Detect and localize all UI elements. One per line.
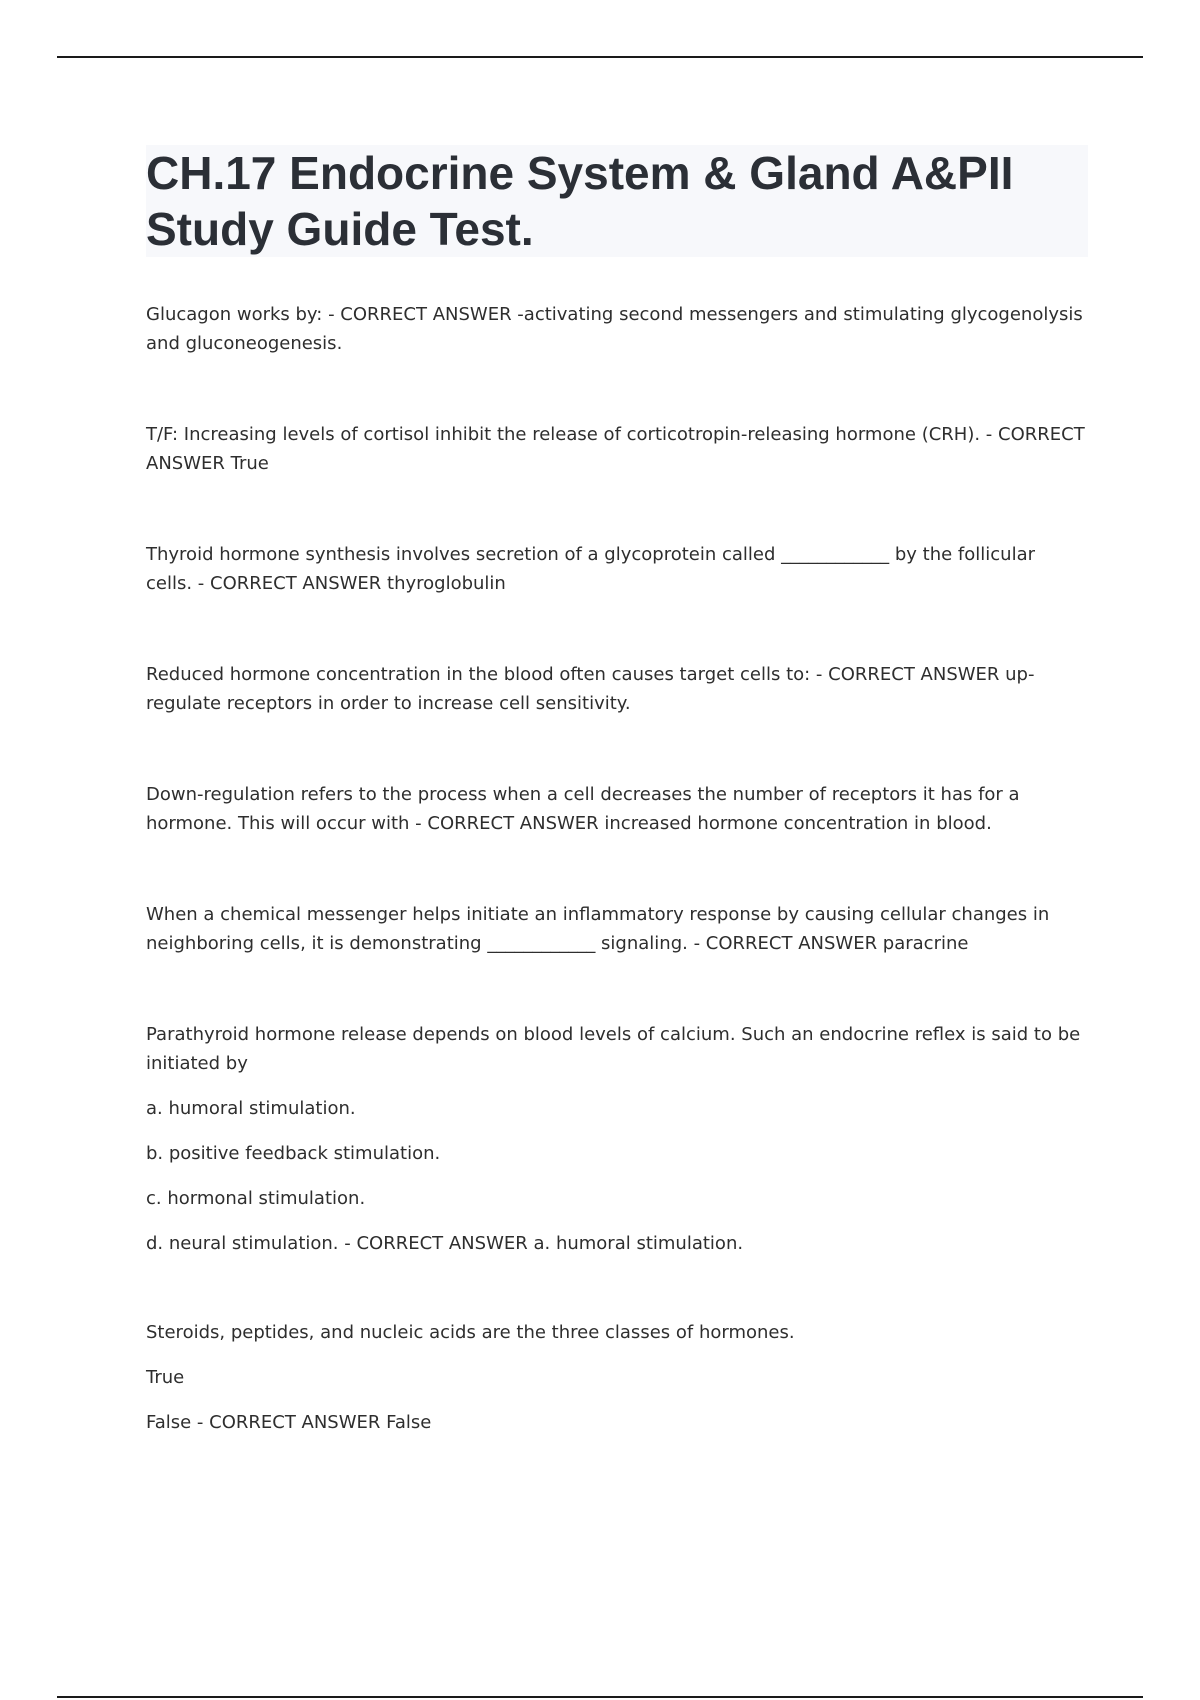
answer-option: False - CORRECT ANSWER False xyxy=(146,1412,432,1433)
question-text: Glucagon works by: - CORRECT ANSWER -activating second messengers and stimulating glycogenolysis and gluconeogenesis. xyxy=(146,304,1083,354)
question-text: Reduced hormone concentration in the blood often causes target cells to: - CORRECT ANSWER up-regulate receptors in order to increase cell sensitivity. xyxy=(146,664,1035,714)
question-text: Down-regulation refers to the process when a cell decreases the number of receptors it has for a hormone. This will occur with - CORRECT ANSWER increased hormone concentration in blood. xyxy=(146,784,1020,834)
top-divider xyxy=(57,56,1143,58)
question-item xyxy=(146,540,1086,598)
question-stem: Steroids, peptides, and nucleic acids are the three classes of hormones. xyxy=(146,1322,795,1343)
answer-option: True xyxy=(146,1367,185,1388)
answer-option: c. hormonal stimulation. xyxy=(146,1188,366,1209)
question-item xyxy=(146,420,1086,478)
question-text: When a chemical messenger helps initiate an inflammatory response by causing cellular changes in neighboring cells, it is demonstrating ____________ signaling. - CORRECT ANSWER paracrine xyxy=(146,904,1050,954)
question-item xyxy=(146,300,1086,358)
page-title: CH.17 Endocrine System & Gland A&PII Study Guide Test. xyxy=(146,147,1014,255)
question-item xyxy=(146,900,1086,958)
answer-option: a. humoral stimulation. xyxy=(146,1098,356,1119)
bottom-divider xyxy=(57,1696,1143,1698)
document-body xyxy=(146,300,1086,1437)
question-text: T/F: Increasing levels of cortisol inhibit the release of corticotropin-releasing hormone (CRH). - CORRECT ANSWER True xyxy=(146,424,1085,474)
question-item xyxy=(146,660,1086,718)
question-text: Thyroid hormone synthesis involves secretion of a glycoprotein called ____________ by the follicular cells. - CORRECT ANSWER thyroglobulin xyxy=(146,544,1036,594)
answer-option: d. neural stimulation. - CORRECT ANSWER a. humoral stimulation. xyxy=(146,1233,744,1254)
question-item xyxy=(146,780,1086,838)
question-stem: Parathyroid hormone release depends on blood levels of calcium. Such an endocrine reflex is said to be initiated by xyxy=(146,1024,1081,1074)
title-banner xyxy=(146,145,1088,257)
true-false-question xyxy=(146,1318,1086,1437)
answer-option: b. positive feedback stimulation. xyxy=(146,1143,441,1164)
multiple-choice-question xyxy=(146,1020,1086,1258)
